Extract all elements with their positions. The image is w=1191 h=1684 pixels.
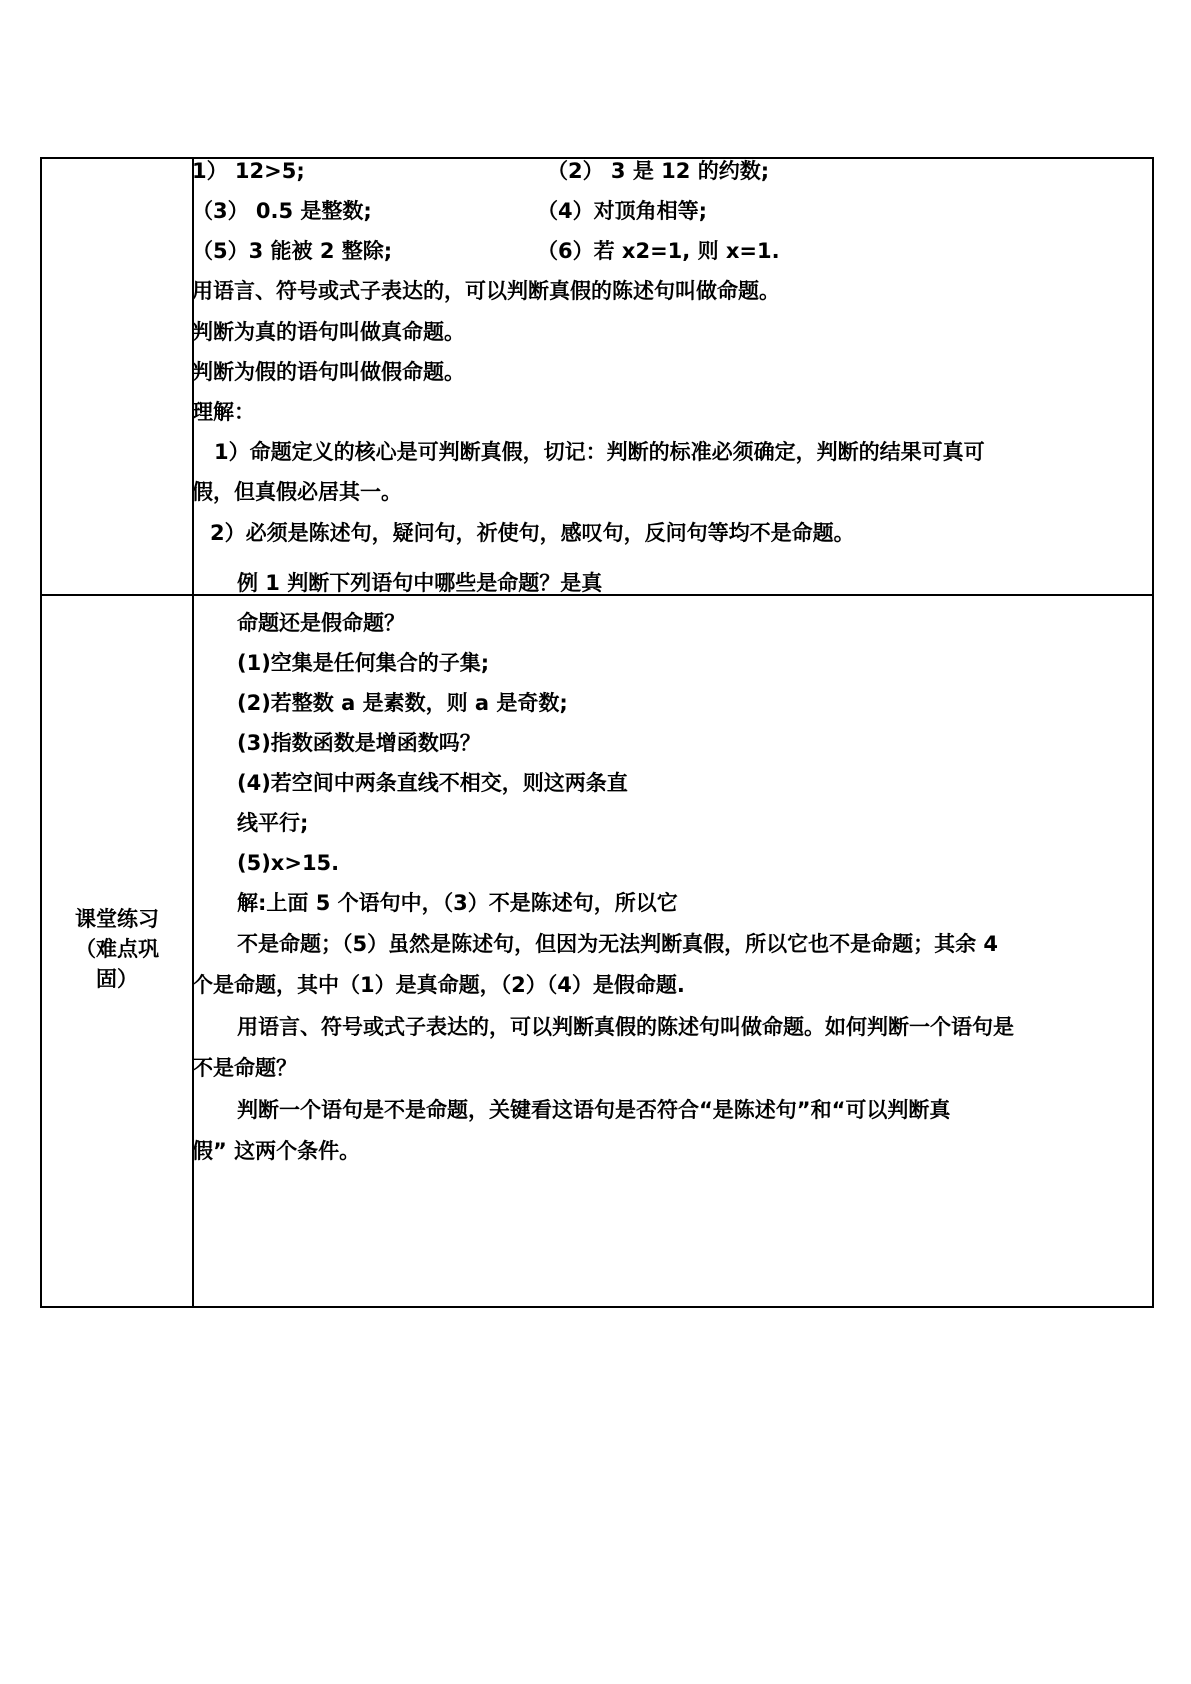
sentence-4-cont: 线平行; (237, 811, 309, 835)
summary-paragraph-1: 用语言、符号或式子表达的，可以判断真假的陈述句叫做命题。如何判断一个语句是 (237, 1015, 1014, 1039)
solution-line-1: 解:上面 5 个语句中，（3）不是陈述句，所以它 (237, 891, 678, 915)
sentence-5: (5)x>15. (237, 851, 340, 875)
sentence-2: (2)若整数 a 是素数，则 a 是奇数; (237, 691, 568, 715)
statement-1: 1） 12>5; (192, 159, 305, 183)
understanding-point-1: 1）命题定义的核心是可判断真假，切记：判断的标准必须确定，判断的结果可真可 (214, 440, 985, 464)
statement-3: （3） 0.5 是整数; (192, 199, 372, 223)
sentence-4: (4)若空间中两条直线不相交，则这两条直 (237, 771, 628, 795)
statement-5: （5）3 能被 2 整除; (192, 239, 393, 263)
sentence-3: (3)指数函数是增函数吗？ (237, 731, 481, 755)
statement-4: （4）对顶角相等; (537, 199, 708, 223)
lesson-table (40, 157, 1154, 1308)
solution-line-2: 不是命题；（5）虽然是陈述句，但因为无法判断真假，所以它也不是命题；其余 4 (237, 932, 999, 956)
example-line-2 (192, 196, 708, 226)
understanding-heading: 理解： (192, 400, 255, 424)
section-label-line-1: 课堂练习 (75, 907, 159, 931)
false-proposition-definition: 判断为假的语句叫做假命题。 (192, 360, 465, 384)
sentence-1: (1)空集是任何集合的子集; (237, 651, 490, 675)
statement-6: （6）若 x2=1, 则 x=1. (537, 239, 780, 263)
section-label (42, 904, 192, 994)
understanding-point-2: 2）必须是陈述句，疑问句，祈使句，感叹句，反问句等均不是命题。 (210, 521, 855, 545)
understanding-point-1-cont: 假，但真假必居其一。 (192, 480, 402, 504)
example-line-3 (192, 236, 780, 266)
section-label-line-2: （难点巩 (75, 937, 159, 961)
true-proposition-definition: 判断为真的语句叫做真命题。 (192, 320, 465, 344)
example-title: 例 1 判断下列语句中哪些是命题？是真 (237, 571, 603, 595)
summary-paragraph-2-cont: 假” 这两个条件。 (192, 1139, 361, 1163)
summary-paragraph-2: 判断一个语句是不是命题，关键看这语句是否符合“是陈述句”和“可以判断真 (237, 1098, 951, 1122)
summary-paragraph-1-cont: 不是命题？ (192, 1056, 297, 1080)
proposition-definition: 用语言、符号或式子表达的，可以判断真假的陈述句叫做命题。 (192, 279, 780, 303)
example-line-1 (192, 156, 770, 186)
statement-2: （2） 3 是 12 的约数; (547, 159, 770, 183)
solution-line-3: 个是命题，其中（1）是真命题，（2）（4）是假命题. (192, 973, 685, 997)
example-title-cont: 命题还是假命题？ (237, 611, 405, 635)
section-label-line-3: 固） (96, 967, 138, 991)
